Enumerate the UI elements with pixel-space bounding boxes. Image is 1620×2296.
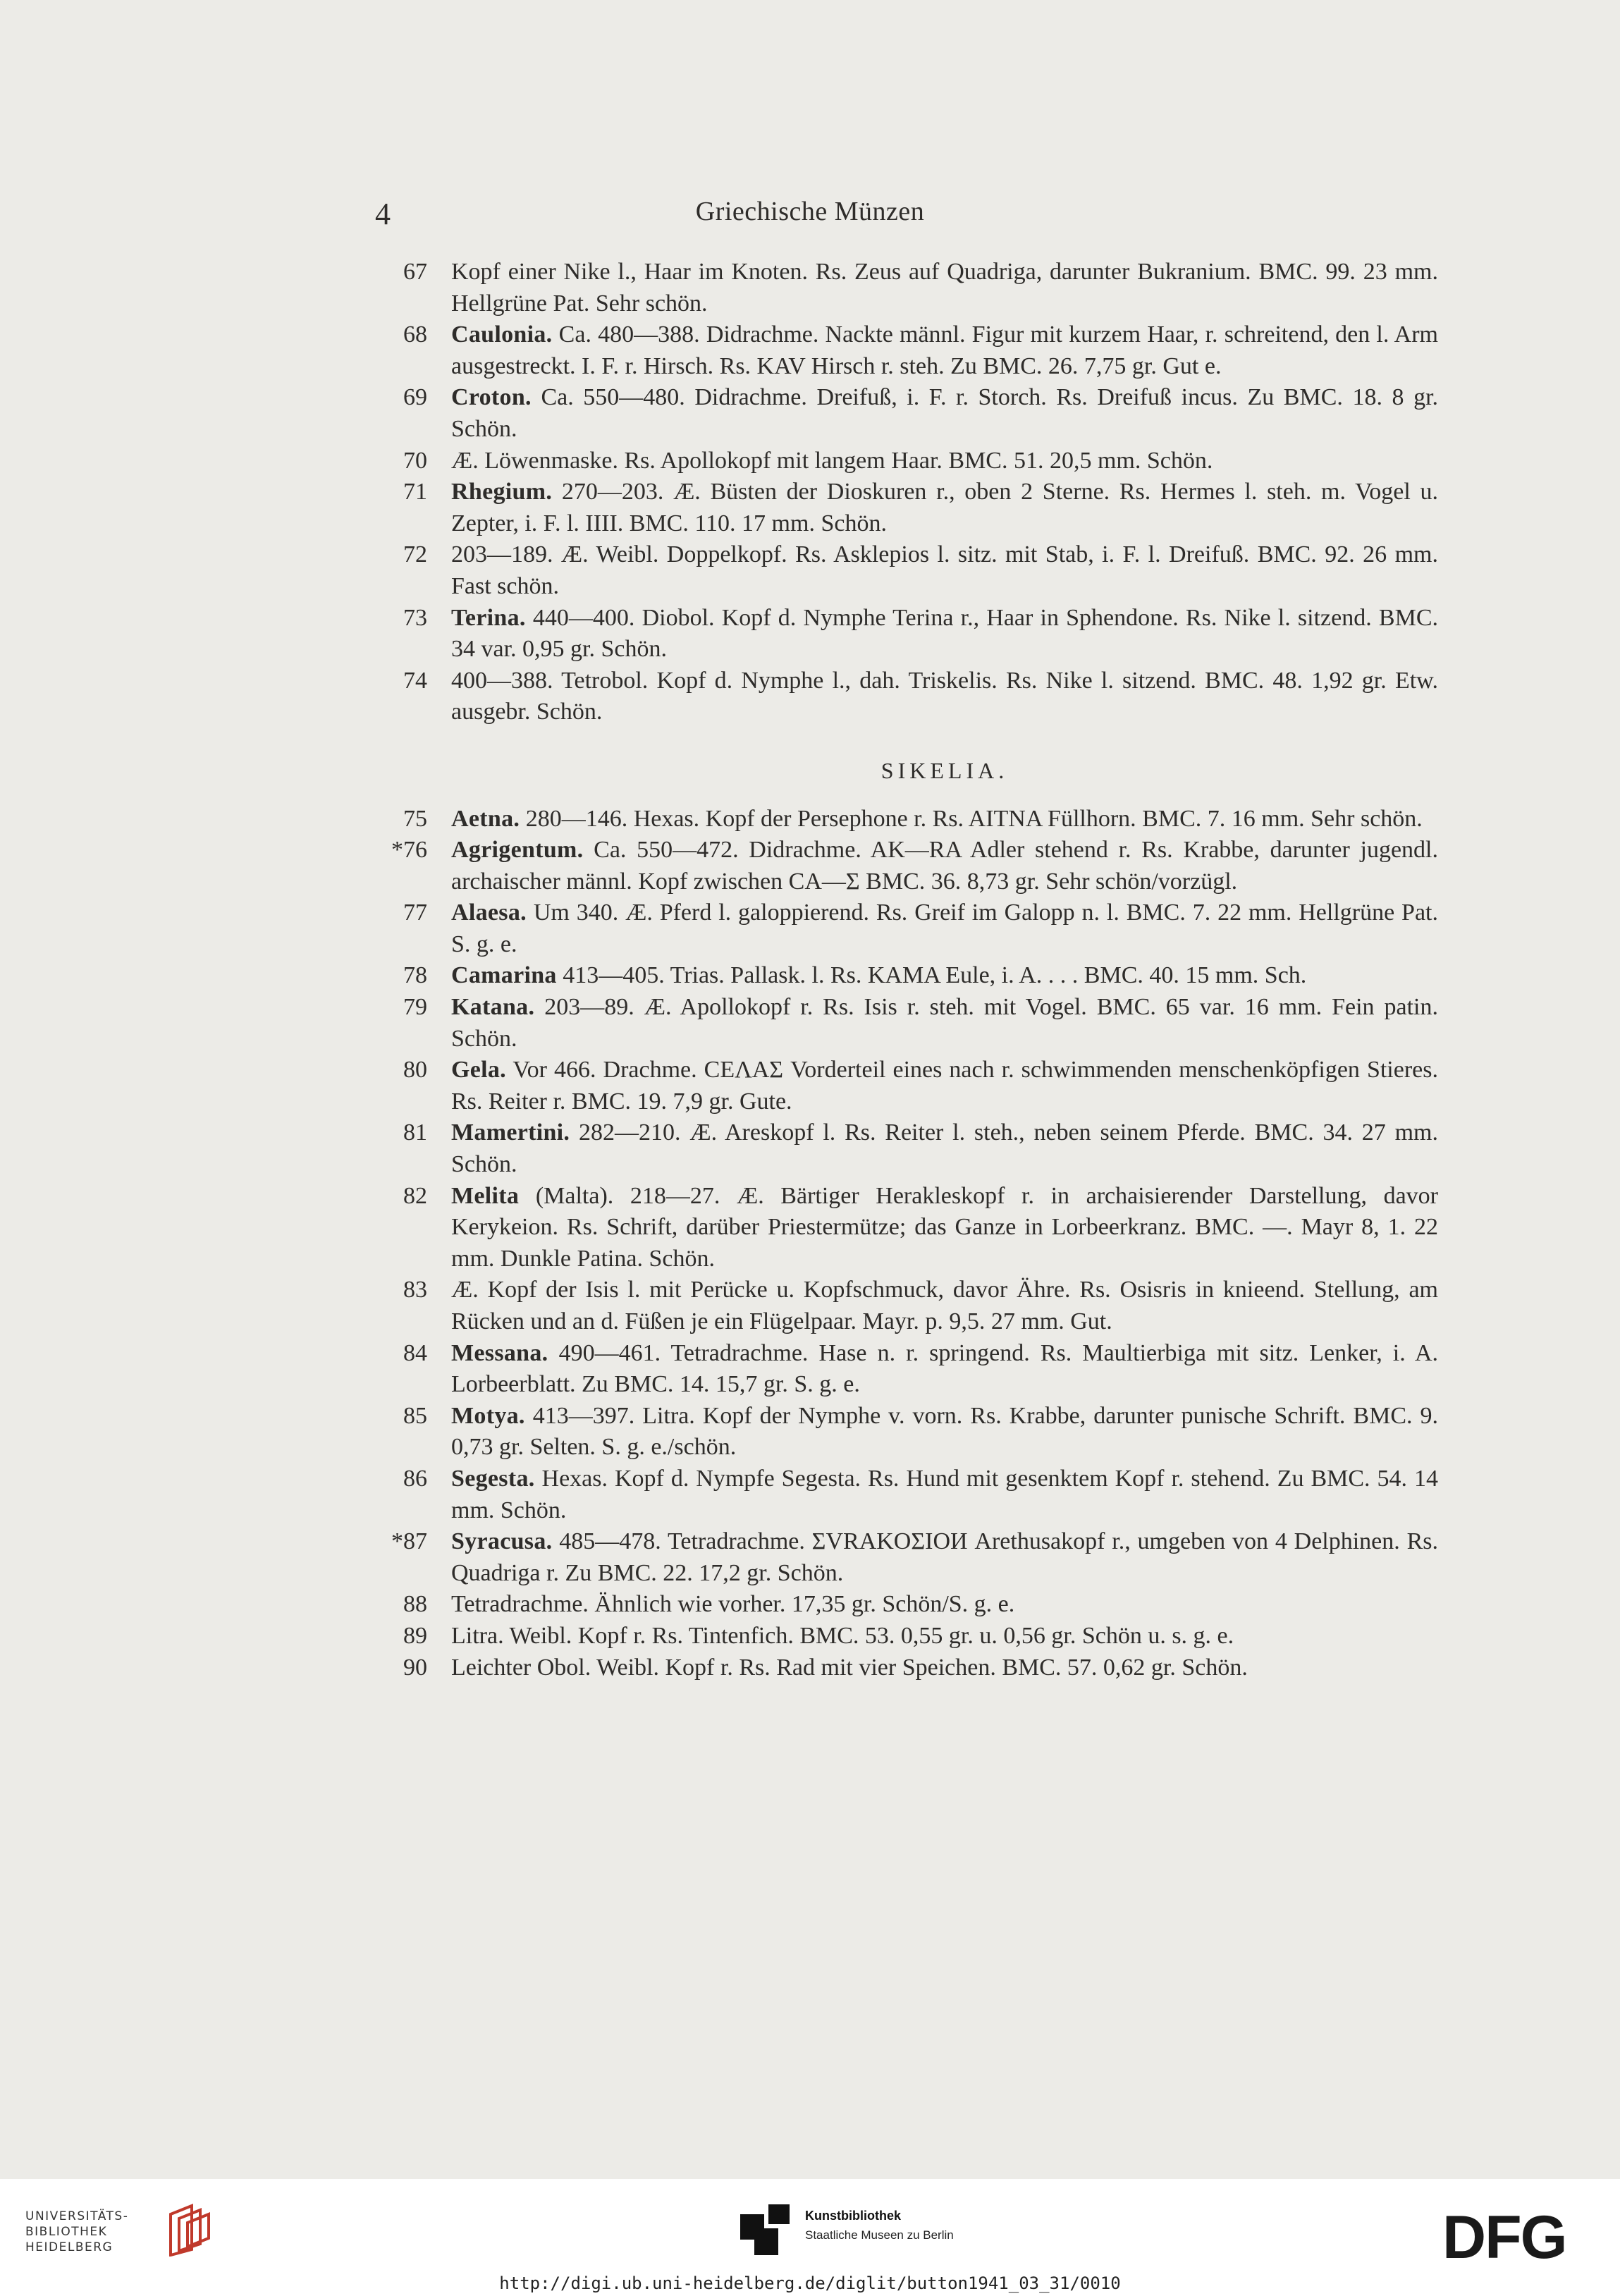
entry-number: 79 — [403, 994, 427, 1021]
entry-mint-name: Melita — [451, 1182, 520, 1209]
entry-body — [451, 382, 1438, 445]
dfg-logo[interactable] — [1442, 2210, 1593, 2264]
entry-mint-name: Mamertini. — [451, 1119, 570, 1146]
entry-description: 440—400. Diobol. Kopf d. Nymphe Terina r., Haar in Sphendone. Rs. Nike l. sitzend. BMC. 34 var. 0,95 gr. Schön. — [451, 604, 1438, 663]
running-title: Griechische Münzen — [695, 197, 925, 226]
uni-line1: UNIVERSITÄTS- — [25, 2209, 129, 2223]
catalogue-entry — [381, 897, 1438, 960]
entry-description: (Malta). 218—27. Æ. Bärtiger Herakleskopf r. in archaisierender Darstellung, davor Kerykeion. Rs. Schrift, darüber Priestermütze; das Ganze in Lorbeerkranz. BMC. —. Mayr 8, 1. 22 mm. Dunkle Patina. Schön. — [451, 1182, 1439, 1272]
entry-body — [451, 257, 1438, 319]
entry-body — [451, 319, 1438, 382]
catalogue-entry — [381, 1338, 1438, 1401]
entry-mint-name: Camarina — [451, 962, 557, 989]
entry-description: Hexas. Kopf d. Nympfe Segesta. Rs. Hund mit gesenktem Kopf r. stehend. Zu BMC. 54. 14 mm. Schön. — [451, 1465, 1439, 1523]
entry-description: 203—89. Æ. Apollokopf r. Rs. Isis r. steh. mit Vogel. BMC. 65 var. 16 mm. Fein patin. Schön. — [451, 994, 1438, 1052]
uni-line3: HEIDELBERG — [25, 2240, 113, 2254]
entry-body — [451, 1275, 1438, 1337]
entry-description: Leichter Obol. Weibl. Kopf r. Rs. Rad mit vier Speichen. BMC. 57. 0,62 gr. Schön. — [451, 1654, 1248, 1681]
entry-mint-name: Rhegium. — [451, 479, 553, 505]
entry-number: 84 — [403, 1339, 427, 1366]
entry-description: Tetradrachme. Ähnlich wie vorher. 17,35 gr. Schön/S. g. e. — [451, 1591, 1015, 1618]
heidelberg-library-logo[interactable] — [25, 2200, 209, 2257]
kunstbibliothek-title: Kunstbibliothek — [805, 2209, 901, 2223]
entry-mint-name: Agrigentum. — [451, 837, 584, 864]
entry-description: Ca. 550—480. Didrachme. Dreifuß, i. F. r. Storch. Rs. Dreifuß incus. Zu BMC. 18. 8 gr. Schön. — [451, 384, 1439, 442]
entry-body — [451, 477, 1438, 539]
entry-number: 73 — [403, 604, 427, 631]
entry-body — [451, 1526, 1438, 1589]
catalogue-entry — [381, 835, 1438, 897]
entry-body — [451, 1621, 1438, 1652]
dfg-logo-text: DFG — [1442, 2210, 1566, 2264]
entry-body — [451, 665, 1438, 728]
catalogue-entry — [381, 382, 1438, 445]
catalogue-entry — [381, 257, 1438, 319]
entry-description: 280—146. Hexas. Kopf der Persephone r. Rs. AITNA Füllhorn. BMC. 7. 16 mm. Sehr schön. — [525, 805, 1423, 832]
catalogue-entry — [381, 603, 1438, 665]
entry-number: 69 — [403, 384, 427, 411]
catalogue-entry — [381, 1275, 1438, 1337]
page-number: 4 — [375, 197, 391, 231]
page-header — [0, 196, 1620, 238]
entry-number: 82 — [403, 1182, 427, 1209]
entry-mint-name: Gela. — [451, 1057, 506, 1083]
catalogue-entry — [381, 319, 1438, 382]
entry-mint-name: Aetna. — [451, 805, 520, 832]
entry-description: 282—210. Æ. Areskopf l. Rs. Reiter l. steh., neben seinem Pferde. BMC. 34. 27 mm. Schön. — [451, 1119, 1438, 1178]
kunstbibliothek-logo[interactable] — [740, 2204, 1022, 2254]
entry-mint-name: Caulonia. — [451, 321, 553, 348]
catalogue-entry — [381, 1589, 1438, 1621]
entries-part1 — [381, 257, 1438, 728]
entry-number: 83 — [403, 1277, 427, 1303]
entry-mint-name: Terina. — [451, 604, 526, 631]
heidelberg-library-text — [25, 2209, 128, 2255]
entry-number: *76 — [391, 837, 427, 864]
section-heading: SIKELIA. — [880, 757, 1009, 783]
entry-number: 77 — [403, 900, 427, 926]
catalogue-entry — [381, 539, 1438, 602]
entry-body — [451, 897, 1438, 960]
entry-number: *87 — [391, 1528, 427, 1555]
entry-description: 400—388. Tetrobol. Kopf d. Nymphe l., dah. Triskelis. Rs. Nike l. sitzend. BMC. 48. 1,92 gr. Etw. ausgebr. Schön. — [451, 667, 1438, 725]
catalogue-entry — [381, 1117, 1438, 1180]
entry-number: 70 — [403, 447, 427, 474]
entry-mint-name: Syracusa. — [451, 1528, 553, 1555]
entry-number: 86 — [403, 1465, 427, 1492]
entry-body — [451, 603, 1438, 665]
entry-body — [451, 1401, 1438, 1463]
entry-body — [451, 446, 1438, 477]
entry-description: Kopf einer Nike l., Haar im Knoten. Rs. Zeus auf Quadriga, darunter Bukranium. BMC. 99. 23 mm. Hellgrüne Pat. Sehr schön. — [451, 259, 1438, 317]
entry-description: 270—203. Æ. Büsten der Dioskuren r., oben 2 Sterne. Rs. Hermes l. steh. m. Vogel u. Zepter, i. F. l. IIII. BMC. 110. 17 mm. Schön. — [451, 479, 1439, 536]
entry-number: 68 — [403, 321, 427, 348]
entry-number: 81 — [403, 1119, 427, 1146]
uni-line2: BIBLIOTHEK — [25, 2225, 108, 2239]
entry-body — [451, 1589, 1438, 1621]
entry-number: 89 — [403, 1622, 427, 1649]
catalogue-entry — [381, 1181, 1438, 1275]
source-url[interactable]: http://digi.ub.uni-heidelberg.de/diglit/button1941_03_31/0010 — [499, 2273, 1121, 2293]
catalogue-entry — [381, 1652, 1438, 1684]
entry-body — [451, 1652, 1438, 1684]
digitization-footer — [0, 2179, 1620, 2296]
entry-description: 413—397. Litra. Kopf der Nymphe v. vorn. Rs. Krabbe, darunter punische Schrift. BMC. 9. 0,73 gr. Selten. S. g. e./schön. — [451, 1402, 1438, 1461]
catalogue-entry — [381, 665, 1438, 728]
entry-body — [451, 1338, 1438, 1401]
entry-body — [451, 804, 1438, 835]
catalogue-entry — [381, 446, 1438, 477]
entry-mint-name: Motya. — [451, 1402, 525, 1429]
kunstbibliothek-mark-icon — [740, 2204, 790, 2255]
entry-number: 74 — [403, 667, 427, 694]
catalogue-entry — [381, 1401, 1438, 1463]
entry-description: Um 340. Æ. Pferd l. galoppierend. Rs. Greif im Galopp n. l. BMC. 7. 22 mm. Hellgrüne Pat. S. g. e. — [451, 900, 1439, 957]
entry-number: 80 — [403, 1057, 427, 1083]
catalogue-entry — [381, 960, 1438, 992]
entry-number: 85 — [403, 1402, 427, 1429]
entry-description: 490—461. Tetradrachme. Hase n. r. springend. Rs. Maultierbiga mit sitz. Lenker, i. A. Lorbeerblatt. Zu BMC. 14. 15,7 gr. S. g. e. — [451, 1339, 1439, 1398]
entry-description: Vor 466. Drachme. CEΛAΣ Vorderteil eines nach r. schwimmenden menschenköpfigen Stieres. Rs. Reiter r. BMC. 19. 7,9 gr. Gute. — [451, 1057, 1438, 1115]
catalogue-entry — [381, 1055, 1438, 1117]
entry-body — [451, 1463, 1438, 1526]
entry-body — [451, 992, 1438, 1055]
catalogue-entry — [381, 992, 1438, 1055]
entry-number: 88 — [403, 1591, 427, 1618]
entry-body — [451, 1117, 1438, 1180]
kunstbibliothek-subtitle: Staatliche Museen zu Berlin — [805, 2228, 954, 2242]
catalogue-entry — [381, 1526, 1438, 1589]
catalogue-entry — [381, 477, 1438, 539]
entry-description: Æ. Kopf der Isis l. mit Perücke u. Kopfschmuck, davor Ähre. Rs. Osisris in knieend. Stellung, am Rücken und an d. Füßen je ein Flügelpaar. Mayr. p. 9,5. 27 mm. Gut. — [451, 1277, 1438, 1334]
entry-number: 72 — [403, 541, 427, 568]
entry-body — [451, 539, 1438, 602]
entry-description: 485—478. Tetradrachme. ΣVRAKOΣIOИ Arethusakopf r., umgeben von 4 Delphinen. Rs. Quadriga r. Zu BMC. 22. 17,2 gr. Schön. — [451, 1528, 1439, 1586]
entry-number: 90 — [403, 1654, 427, 1681]
entry-description: 203—189. Æ. Weibl. Doppelkopf. Rs. Asklepios l. sitz. mit Stab, i. F. l. Dreifuß. BMC. 92. 26 mm. Fast schön. — [451, 541, 1438, 599]
entry-description: 413—405. Trias. Pallask. l. Rs. KAMA Eule, i. A. . . . BMC. 40. 15 mm. Sch. — [563, 962, 1307, 989]
entry-mint-name: Alaesa. — [451, 900, 527, 926]
catalogue-entry — [381, 1621, 1438, 1652]
entry-description: Æ. Löwenmaske. Rs. Apollokopf mit langem Haar. BMC. 51. 20,5 mm. Schön. — [451, 447, 1213, 474]
entry-mint-name: Messana. — [451, 1339, 548, 1366]
entry-mint-name: Croton. — [451, 384, 532, 411]
catalogue-entry — [381, 804, 1438, 835]
entry-body — [451, 1181, 1438, 1275]
entry-number: 78 — [403, 962, 427, 989]
entry-description: Ca. 550—472. Didrachme. AK—RA Adler stehend r. Rs. Krabbe, darunter jugendl. archaischer männl. Kopf zwischen CA—Σ BMC. 36. 8,73 gr. Sehr schön/vorzügl. — [451, 837, 1439, 895]
entry-mint-name: Katana. — [451, 994, 535, 1021]
entry-body — [451, 835, 1438, 897]
entry-body — [451, 960, 1438, 992]
entry-number: 75 — [403, 805, 427, 832]
entry-description: Ca. 480—388. Didrachme. Nackte männl. Figur mit kurzem Haar, r. schreitend, den l. Arm ausgestreckt. I. F. r. Hirsch. Rs. KAV Hirsch r. steh. Zu BMC. 26. 7,75 gr. Gut e. — [451, 321, 1439, 379]
entry-number: 67 — [403, 259, 427, 285]
entry-mint-name: Segesta. — [451, 1465, 535, 1492]
entry-body — [451, 1055, 1438, 1117]
entries-part2 — [381, 804, 1438, 1684]
heidelberg-emblem-icon — [164, 2200, 213, 2257]
entry-number: 71 — [403, 479, 427, 505]
entry-description: Litra. Weibl. Kopf r. Rs. Tintenfich. BMC. 53. 0,55 gr. u. 0,56 gr. Schön u. s. g. e. — [451, 1622, 1234, 1649]
catalogue-entries — [381, 257, 1438, 1683]
catalogue-entry — [381, 1463, 1438, 1526]
